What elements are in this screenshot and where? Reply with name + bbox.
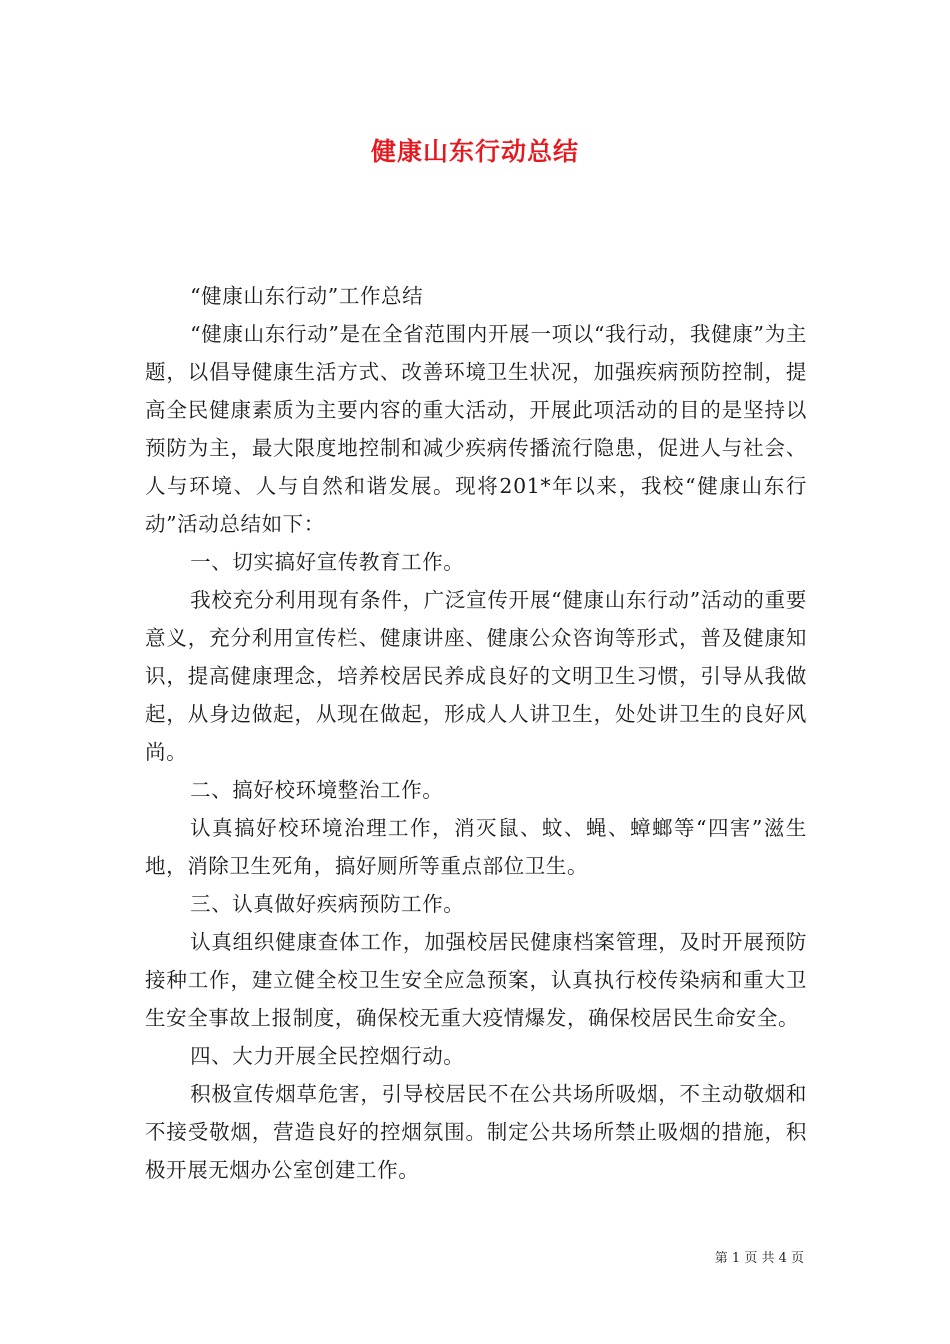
section-paragraph-2: 认真搞好校环境治理工作，消灭鼠、蚊、蝇、蟑螂等“四害”滋生地，消除卫生死角，搞好厕所等重点部位卫生。	[145, 816, 807, 878]
section-heading-3: 三、认真做好疾病预防工作。	[190, 892, 465, 916]
subtitle-paragraph: “健康山东行动”工作总结	[190, 284, 424, 308]
page-number: 第 1 页 共 4 页	[714, 1251, 804, 1266]
section-paragraph-4: 积极宣传烟草危害，引导校居民不在公共场所吸烟，不主动敬烟和不接受敬烟，营造良好的控烟氛围。制定公共场所禁止吸烟的措施，积极开展无烟办公室创建工作。	[145, 1082, 807, 1182]
document-title: 健康山东行动总结	[370, 137, 579, 166]
section-paragraph-1: 我校充分利用现有条件，广泛宣传开展“健康山东行动”活动的重要意义，充分利用宣传栏、健康讲座、健康公众咨询等形式，普及健康知识，提高健康理念，培养校居民养成良好的文明卫生习惯，引导从我做起，从身边做起，从现在做起，形成人人讲卫生，处处讲卫生的良好风尚。	[145, 588, 807, 764]
section-heading-4: 四、大力开展全民控烟行动。	[190, 1044, 465, 1068]
intro-paragraph: “健康山东行动”是在全省范围内开展一项以“我行动，我健康”为主题，以倡导健康生活方式、改善环境卫生状况，加强疾病预防控制，提高全民健康素质为主要内容的重大活动，开展此项活动的目的是坚持以预防为主，最大限度地控制和减少疾病传播流行隐患，促进人与社会、人与环境、人与自然和谐发展。现将201*年以来，我校“健康山东行动”活动总结如下：	[145, 322, 807, 536]
section-heading-1: 一、切实搞好宣传教育工作。	[190, 550, 465, 574]
document-body	[145, 277, 807, 1189]
section-heading-2: 二、搞好校环境整治工作。	[190, 778, 444, 802]
section-paragraph-3: 认真组织健康查体工作，加强校居民健康档案管理，及时开展预防接种工作，建立健全校卫生安全应急预案，认真执行校传染病和重大卫生安全事故上报制度，确保校无重大疫情爆发，确保校居民生命安全。	[145, 930, 807, 1030]
